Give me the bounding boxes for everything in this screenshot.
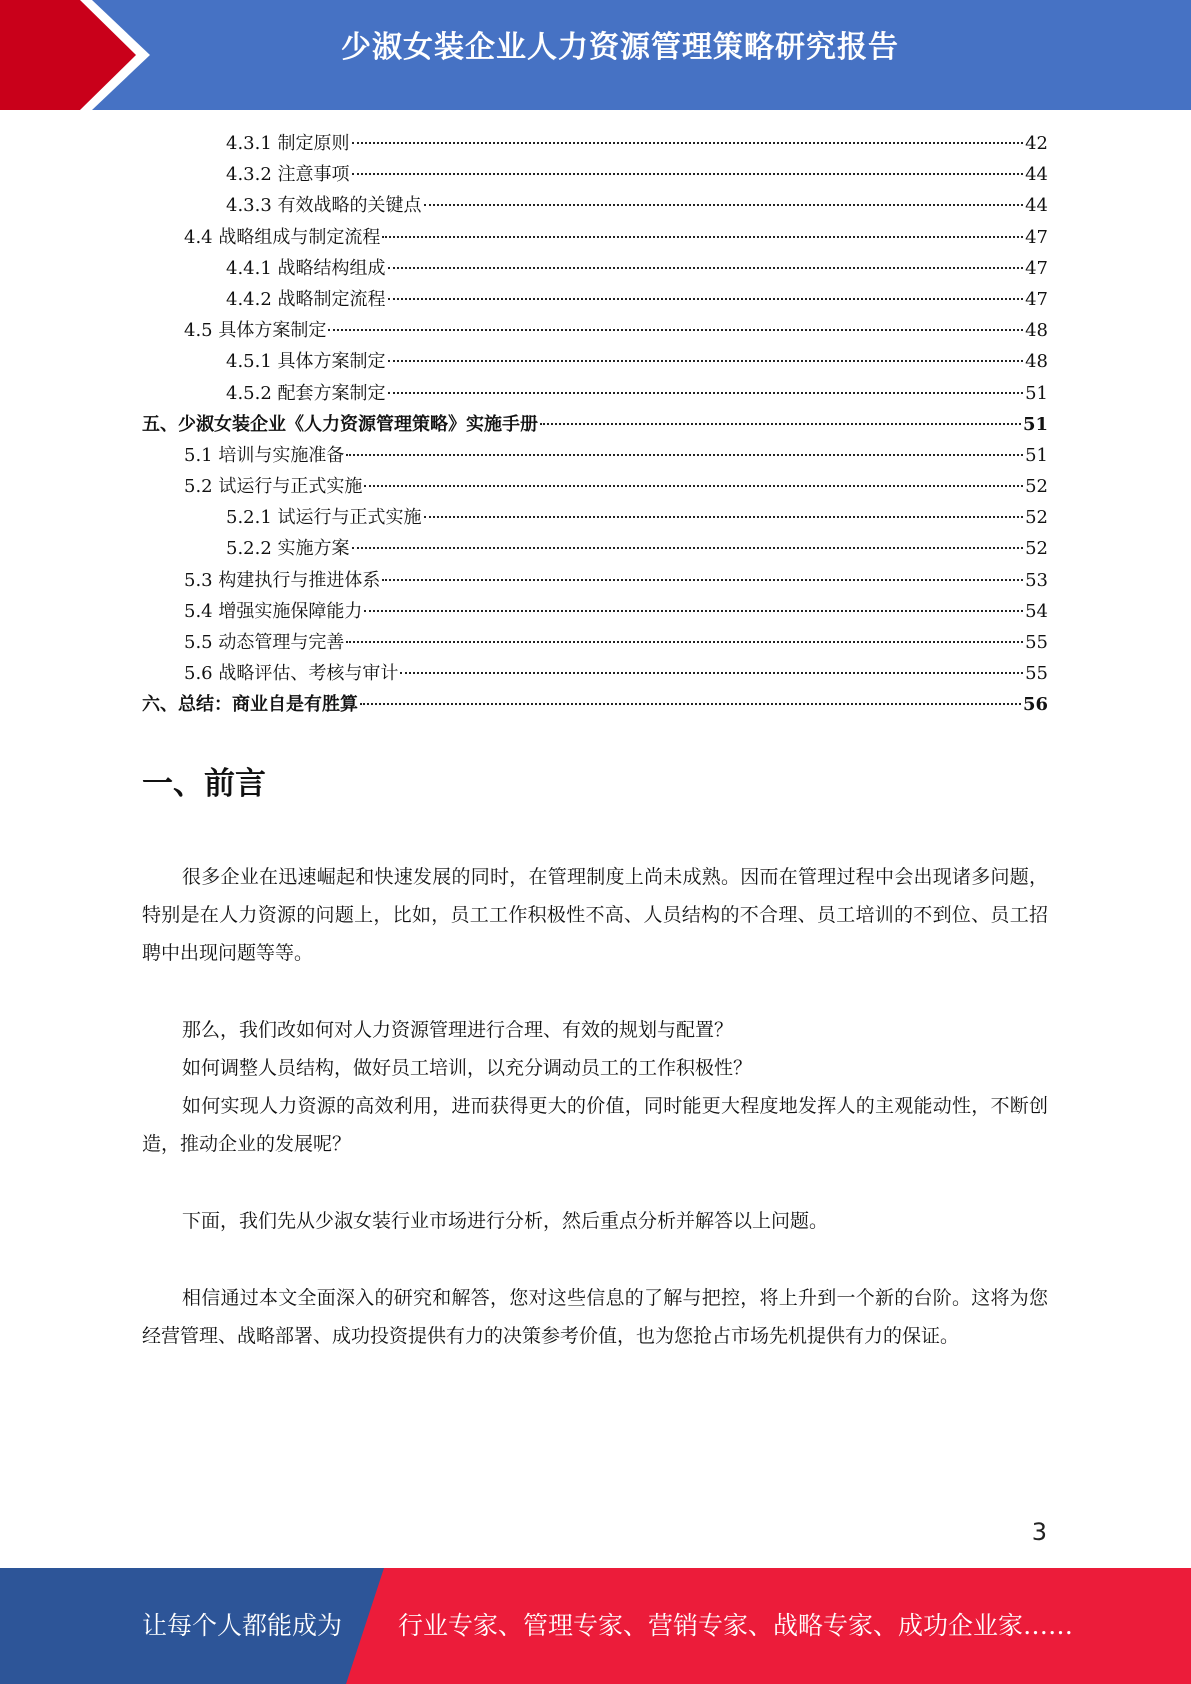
toc-entry-page: 52 — [1025, 538, 1048, 560]
section-body — [142, 858, 1048, 1355]
toc-entry-page: 51 — [1022, 413, 1048, 435]
toc-leader-dots — [388, 298, 1024, 300]
toc-entry-page: 47 — [1025, 226, 1048, 248]
toc-entry[interactable] — [142, 346, 1048, 377]
toc-entry[interactable] — [142, 627, 1048, 658]
body-paragraph: 相信通过本文全面深入的研究和解答，您对这些信息的了解与把控，将上升到一个新的台阶。这将为您经营管理、战略部署、成功投资提供有力的决策参考价值，也为您抢占市场先机提供有力的保证。 — [142, 1287, 1048, 1347]
toc-entry-label: 4.5 具体方案制定 — [184, 320, 327, 342]
toc-leader-dots — [360, 703, 1021, 705]
toc-entry-label: 六、总结：商业自是有胜算 — [142, 694, 358, 716]
toc-entry[interactable] — [142, 159, 1048, 190]
toc-entry[interactable] — [142, 689, 1048, 720]
body-paragraph: 那么，我们改如何对人力资源管理进行合理、有效的规划与配置？ — [182, 1019, 734, 1041]
toc-leader-dots — [352, 142, 1024, 144]
toc-entry[interactable] — [142, 440, 1048, 471]
table-of-contents — [142, 128, 1048, 721]
toc-entry[interactable] — [142, 471, 1048, 502]
body-paragraph: 很多企业在迅速崛起和快速发展的同时，在管理制度上尚未成熟。因而在管理过程中会出现诸多问题，特别是在人力资源的问题上，比如，员工工作积极性不高、人员结构的不合理、员工培训的不到位、员工招聘中出现问题等等。 — [142, 866, 1048, 964]
toc-entry[interactable] — [142, 378, 1048, 409]
paragraph-spacer — [142, 1240, 1048, 1279]
toc-entry-page: 47 — [1025, 257, 1048, 279]
toc-entry-label: 5.5 动态管理与完善 — [184, 632, 345, 653]
toc-leader-dots — [346, 641, 1023, 643]
toc-entry-page: 51 — [1025, 444, 1048, 466]
toc-entry-label: 5.3 构建执行与推进体系 — [184, 569, 381, 591]
toc-entry-page: 55 — [1025, 663, 1048, 685]
page-header — [0, 0, 1191, 110]
toc-entry[interactable] — [142, 190, 1048, 221]
toc-entry-page: 53 — [1025, 569, 1048, 591]
toc-entry-page: 44 — [1025, 195, 1048, 217]
toc-leader-dots — [382, 579, 1023, 581]
toc-leader-dots — [382, 236, 1023, 238]
toc-leader-dots — [424, 204, 1024, 206]
toc-entry-label: 4.5.2 配套方案制定 — [226, 382, 386, 404]
toc-entry-page: 42 — [1025, 133, 1048, 154]
toc-entry[interactable] — [142, 565, 1048, 596]
toc-entry[interactable] — [142, 128, 1048, 159]
paragraph-spacer — [142, 1163, 1048, 1202]
toc-entry[interactable] — [142, 315, 1048, 346]
toc-entry-page: 47 — [1025, 288, 1048, 310]
toc-leader-dots — [388, 392, 1024, 394]
toc-entry[interactable] — [142, 596, 1048, 627]
body-paragraph: 下面，我们先从少淑女装行业市场进行分析，然后重点分析并解答以上问题。 — [182, 1210, 829, 1232]
toc-entry-page: 52 — [1025, 507, 1048, 529]
footer-slogan-left: 让每个人都能成为 — [142, 1611, 343, 1640]
toc-entry[interactable] — [142, 658, 1048, 689]
toc-entry-page: 54 — [1025, 600, 1048, 622]
toc-leader-dots — [400, 672, 1023, 674]
paragraph-spacer — [142, 972, 1048, 1011]
toc-leader-dots — [364, 485, 1023, 487]
footer-slogan-right: 行业专家、管理专家、营销专家、战略专家、成功企业家…… — [398, 1611, 1074, 1640]
toc-entry-label: 5.2.2 实施方案 — [226, 538, 350, 560]
toc-leader-dots — [352, 547, 1024, 549]
toc-entry-label: 4.3.1 制定原则 — [226, 133, 350, 154]
toc-entry-label: 五、少淑女装企业《人力资源管理策略》实施手册 — [142, 413, 538, 435]
toc-entry-page: 51 — [1025, 382, 1048, 404]
toc-entry-label: 5.1 培训与实施准备 — [184, 444, 345, 466]
toc-entry[interactable] — [142, 533, 1048, 564]
toc-entry-label: 5.6 战略评估、考核与审计 — [184, 663, 399, 685]
toc-entry[interactable] — [142, 253, 1048, 284]
toc-entry-page: 48 — [1025, 351, 1048, 373]
toc-entry-label: 5.2.1 试运行与正式实施 — [226, 507, 422, 529]
toc-entry-page: 48 — [1025, 320, 1048, 342]
toc-leader-dots — [328, 329, 1023, 331]
body-paragraph: 如何调整人员结构，做好员工培训，以充分调动员工的工作积极性？ — [182, 1057, 753, 1079]
toc-entry-label: 4.4.2 战略制定流程 — [226, 288, 386, 310]
page-number: 3 — [1031, 1518, 1047, 1546]
toc-entry-label: 4.3.2 注意事项 — [226, 164, 350, 186]
toc-leader-dots — [388, 267, 1024, 269]
toc-leader-dots — [346, 454, 1023, 456]
page-footer — [0, 1568, 1191, 1684]
toc-entry-page: 52 — [1025, 476, 1048, 498]
toc-entry[interactable] — [142, 409, 1048, 440]
toc-leader-dots — [540, 423, 1021, 425]
toc-entry-page: 56 — [1022, 694, 1048, 716]
toc-leader-dots — [352, 173, 1024, 175]
toc-leader-dots — [424, 516, 1024, 518]
toc-entry[interactable] — [142, 222, 1048, 253]
toc-entry-label: 4.5.1 具体方案制定 — [226, 351, 386, 373]
section-heading: 一、前言 — [142, 766, 266, 802]
toc-entry-label: 4.4 战略组成与制定流程 — [184, 226, 381, 248]
toc-entry[interactable] — [142, 284, 1048, 315]
toc-entry-label: 5.2 试运行与正式实施 — [184, 476, 363, 498]
toc-entry-page: 44 — [1025, 164, 1048, 186]
toc-leader-dots — [364, 610, 1023, 612]
toc-leader-dots — [388, 360, 1024, 362]
toc-entry-page: 55 — [1025, 632, 1048, 653]
toc-entry-label: 4.4.1 战略结构组成 — [226, 257, 386, 279]
toc-entry-label: 4.3.3 有效战略的关键点 — [226, 195, 422, 217]
toc-entry[interactable] — [142, 502, 1048, 533]
toc-entry-label: 5.4 增强实施保障能力 — [184, 600, 363, 622]
report-title: 少淑女装企业人力资源管理策略研究报告 — [341, 30, 899, 65]
body-paragraph: 如何实现人力资源的高效利用，进而获得更大的价值，同时能更大程度地发挥人的主观能动性，不断创造，推动企业的发展呢？ — [142, 1095, 1048, 1155]
